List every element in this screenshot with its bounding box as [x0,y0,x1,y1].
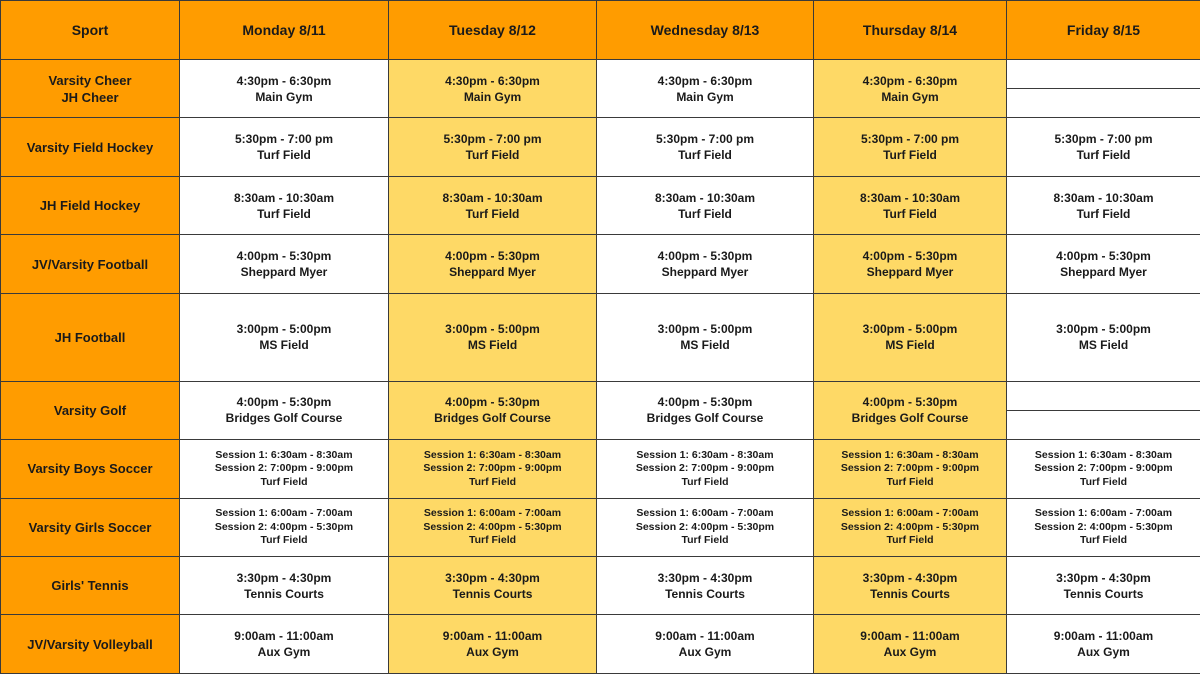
time-text: 3:00pm - 5:00pm [236,322,332,337]
schedule-cell-friday [1007,176,1200,234]
sport-name: Girls' Tennis [51,578,129,594]
schedule-cell-wednesday [597,556,814,614]
sport-name-cell [1,293,180,381]
header-sport: Sport [1,1,180,60]
location-text: Turf Field [1079,475,1128,488]
schedule-cell-tuesday [389,176,597,234]
location-text: MS Field [1078,338,1129,353]
location-text: Turf Field [465,148,520,163]
location-text: Tennis Courts [1063,586,1144,601]
schedule-cell-friday [1007,498,1200,556]
schedule-cell-monday [180,381,389,439]
time-text: 4:30pm - 6:30pm [445,73,540,88]
schedule-cell-monday [180,118,389,176]
location-text: MS Field [259,338,309,353]
time-text: Session 1: 6:00am - 7:00am [423,507,562,519]
sport-name: JV/Varsity Football [31,256,149,272]
time-text: 5:30pm - 7:00 pm [234,132,334,147]
sport-name-cell [1,176,180,234]
location-text: Sheppard Myer [866,265,954,280]
time-text: 5:30pm - 7:00 pm [860,132,960,147]
time-text: Session 1: 6:00am - 7:00am [636,507,774,519]
schedule-cell-thursday [814,176,1007,234]
location-text: Bridges Golf Course [646,411,764,426]
time-text: Session 1: 6:00am - 7:00am [1034,507,1173,519]
table-row [1,118,1200,176]
table-row [1,381,1200,439]
time-text: 8:30am - 10:30am [1053,190,1154,205]
schedule-cell-monday [180,556,389,614]
time-text: 4:30pm - 6:30pm [862,73,958,88]
time-text: 9:00am - 11:00am [442,629,543,644]
schedule-cell-monday [180,176,389,234]
location-text: Turf Field [1079,534,1128,546]
time-text: 8:30am - 10:30am [859,190,961,205]
schedule-cell-wednesday [597,235,814,293]
schedule-cell-thursday [814,615,1007,674]
empty-split-cell [1007,382,1200,439]
sport-name: Varsity Field Hockey [26,139,154,155]
schedule-cell-monday [180,235,389,293]
schedule-cell-friday [1007,118,1200,176]
time-text: 9:00am - 11:00am [1053,629,1154,644]
location-text: Turf Field [886,534,934,546]
time-text: 5:30pm - 7:00 pm [655,132,755,147]
schedule-cell-wednesday [597,118,814,176]
time-text: Session 2: 7:00pm - 9:00pm [423,462,562,475]
table-row [1,556,1200,614]
time-text: 4:30pm - 6:30pm [236,73,332,88]
location-text: Bridges Golf Course [434,411,551,426]
location-text: Sheppard Myer [449,265,536,280]
schedule-cell-tuesday [389,556,597,614]
schedule-cell-monday [180,440,389,498]
time-text: 9:00am - 11:00am [234,629,334,644]
sport-name-cell [1,118,180,176]
empty-split-cell [1007,60,1200,117]
location-text: Main Gym [676,89,734,104]
time-text: Session 2: 4:00pm - 5:30pm [214,520,354,533]
time-text: Session 1: 6:00am - 7:00am [841,507,979,519]
schedule-cell-wednesday [597,293,814,381]
header-thursday: Thursday 8/14 [814,1,1007,60]
location-text: Bridges Golf Course [225,411,343,426]
table-row [1,176,1200,234]
location-text: Aux Gym [883,645,937,660]
time-text: Session 2: 4:00pm - 5:30pm [635,520,775,533]
location-text: Tennis Courts [244,586,324,601]
schedule-cell-tuesday [389,118,597,176]
time-text: 3:00pm - 5:00pm [445,322,540,337]
table-row [1,293,1200,381]
time-text: Session 2: 7:00pm - 9:00pm [1034,462,1173,475]
sport-name-cell [1,381,180,439]
sport-name: JH Field Hockey [39,198,141,214]
time-text: Session 1: 6:30am - 8:30am [215,448,353,461]
time-text: Session 2: 7:00pm - 9:00pm [840,462,980,475]
time-text: 9:00am - 11:00am [655,629,755,644]
time-text: 5:30pm - 7:00 pm [443,132,542,147]
location-text: Tennis Courts [870,586,950,601]
time-text: Session 1: 6:30am - 8:30am [841,448,979,461]
time-text: Session 1: 6:30am - 8:30am [423,448,562,461]
table-row [1,615,1200,674]
sport-name: Varsity Golf [53,402,127,418]
schedule-cell-wednesday [597,381,814,439]
time-text: 4:00pm - 5:30pm [862,249,958,264]
location-text: Turf Field [257,206,311,221]
schedule-cell-friday [1007,381,1200,439]
time-text: 3:00pm - 5:00pm [657,322,753,337]
time-text: 9:00am - 11:00am [860,629,960,644]
schedule-cell-friday [1007,293,1200,381]
time-text: Session 2: 7:00pm - 9:00pm [214,462,354,475]
table-row [1,60,1200,118]
time-text: 3:30pm - 4:30pm [236,570,332,585]
time-text: Session 2: 7:00pm - 9:00pm [635,462,775,475]
schedule-cell-friday [1007,556,1200,614]
header-row [1,1,1200,60]
location-text: Main Gym [881,89,939,104]
schedule-cell-monday [180,615,389,674]
time-text: 4:00pm - 5:30pm [445,395,540,410]
schedule-cell-wednesday [597,176,814,234]
schedule-cell-wednesday [597,440,814,498]
schedule-cell-thursday [814,118,1007,176]
schedule-cell-tuesday [389,440,597,498]
location-text: Sheppard Myer [1060,265,1147,280]
time-text: 4:00pm - 5:30pm [657,249,753,264]
sport-name-cell [1,235,180,293]
location-text: Turf Field [1076,206,1131,221]
location-text: Tennis Courts [665,586,745,601]
location-text: Turf Field [468,534,517,546]
schedule-cell-tuesday [389,498,597,556]
time-text: 3:00pm - 5:00pm [1056,322,1151,337]
time-text: Session 2: 4:00pm - 5:30pm [1034,520,1173,533]
location-text: Turf Field [886,475,934,488]
sport-name: JH Cheer [61,89,119,105]
location-text: Turf Field [468,475,517,488]
time-text: 4:00pm - 5:30pm [862,395,958,410]
schedule-cell-tuesday [389,235,597,293]
location-text: Turf Field [883,148,937,163]
location-text: Turf Field [678,206,732,221]
schedule-cell-wednesday [597,60,814,118]
sport-name: Varsity Girls Soccer [28,519,152,535]
schedule-cell-thursday [814,498,1007,556]
schedule-body [1,60,1200,674]
sport-name-cell [1,440,180,498]
time-text: Session 1: 6:30am - 8:30am [1034,448,1173,461]
header-tuesday: Tuesday 8/12 [389,1,597,60]
sport-name: JH Football [54,329,126,345]
sport-name-cell [1,60,180,118]
location-text: Bridges Golf Course [851,411,969,426]
location-text: Aux Gym [678,645,732,660]
table-row [1,235,1200,293]
time-text: 3:00pm - 5:00pm [862,322,958,337]
location-text: Sheppard Myer [661,265,749,280]
schedule-cell-monday [180,293,389,381]
schedule-cell-monday [180,60,389,118]
time-text: 3:30pm - 4:30pm [862,570,958,585]
schedule-cell-thursday [814,381,1007,439]
time-text: Session 1: 6:00am - 7:00am [215,507,353,519]
header-monday: Monday 8/11 [180,1,389,60]
schedule-cell-tuesday [389,293,597,381]
schedule-cell-monday [180,498,389,556]
location-text: Turf Field [678,148,732,163]
location-text: MS Field [680,338,730,353]
schedule-cell-friday [1007,235,1200,293]
schedule-cell-wednesday [597,615,814,674]
time-text: 3:30pm - 4:30pm [1056,570,1151,585]
location-text: Turf Field [257,148,311,163]
time-text: Session 2: 4:00pm - 5:30pm [840,520,980,533]
time-text: 4:00pm - 5:30pm [236,395,332,410]
schedule-cell-wednesday [597,498,814,556]
schedule-cell-friday [1007,440,1200,498]
schedule-cell-friday [1007,615,1200,674]
location-text: Turf Field [681,475,729,488]
time-text: 4:30pm - 6:30pm [657,73,753,88]
location-text: Main Gym [463,89,522,104]
time-text: 3:30pm - 4:30pm [445,570,540,585]
time-text: 4:00pm - 5:30pm [657,395,753,410]
schedule-cell-thursday [814,556,1007,614]
schedule-cell-tuesday [389,615,597,674]
schedule-cell-tuesday [389,60,597,118]
sport-name-cell [1,556,180,614]
sport-name: Varsity Boys Soccer [27,461,153,477]
time-text: 5:30pm - 7:00 pm [1054,132,1153,147]
location-text: Main Gym [255,89,313,104]
location-text: Turf Field [681,534,729,546]
table-row [1,498,1200,556]
schedule-cell-tuesday [389,381,597,439]
time-text: 8:30am - 10:30am [654,190,756,205]
schedule-cell-thursday [814,293,1007,381]
time-text: 3:30pm - 4:30pm [657,570,753,585]
schedule-cell-friday [1007,60,1200,118]
time-text: 4:00pm - 5:30pm [1056,249,1151,264]
sport-name: JV/Varsity Volleyball [27,636,153,652]
location-text: Sheppard Myer [240,265,328,280]
location-text: Aux Gym [257,645,311,660]
location-text: Turf Field [260,534,308,546]
sport-name: Varsity Cheer [48,72,132,88]
sport-name-cell [1,498,180,556]
location-text: MS Field [467,338,518,353]
time-text: 4:00pm - 5:30pm [236,249,332,264]
location-text: Turf Field [1076,148,1131,163]
time-text: 4:00pm - 5:30pm [445,249,540,264]
schedule-cell-thursday [814,440,1007,498]
schedule-cell-thursday [814,235,1007,293]
schedule-cell-thursday [814,60,1007,118]
location-text: Turf Field [465,206,520,221]
location-text: Turf Field [883,206,937,221]
time-text: Session 2: 4:00pm - 5:30pm [423,520,562,533]
location-text: Tennis Courts [452,586,533,601]
location-text: Turf Field [260,475,308,488]
sport-name-cell [1,615,180,674]
time-text: Session 1: 6:30am - 8:30am [636,448,774,461]
header-friday: Friday 8/15 [1007,1,1200,60]
header-wednesday: Wednesday 8/13 [597,1,814,60]
time-text: 8:30am - 10:30am [442,190,543,205]
table-row [1,440,1200,498]
location-text: MS Field [885,338,935,353]
time-text: 8:30am - 10:30am [233,190,335,205]
location-text: Aux Gym [1077,645,1130,660]
location-text: Aux Gym [466,645,519,660]
